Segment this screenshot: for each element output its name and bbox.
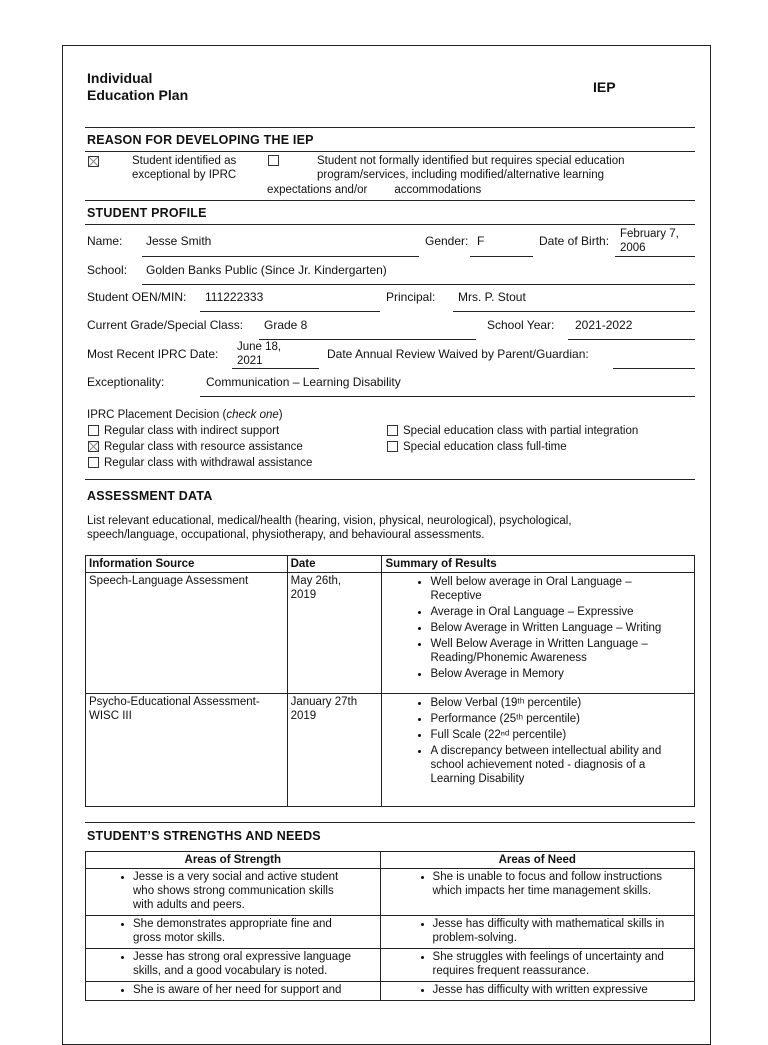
- placement-fulltime-label: Special education class full-time: [403, 441, 567, 453]
- school-year-value[interactable]: 2021-2022: [575, 318, 633, 332]
- date-cell: January 27th 2019: [287, 694, 382, 807]
- need-cell: [380, 869, 694, 916]
- exceptionality-value[interactable]: Communication – Learning Disability: [206, 375, 401, 389]
- reason-option1-checkbox[interactable]: [88, 156, 99, 167]
- source-cell: Speech-Language Assessment: [86, 573, 288, 694]
- list-item: • Average in Oral Language – Expressive: [430, 605, 691, 619]
- list-item: • Well below average in Oral Language – Receptive: [430, 575, 691, 603]
- dob-label: Date of Birth:: [539, 234, 610, 248]
- table-row: [86, 573, 695, 694]
- assessment-table: [85, 555, 695, 807]
- document-title: Individual Education Plan: [87, 70, 189, 103]
- divider: [85, 822, 695, 823]
- placement-withdrawal-checkbox[interactable]: [88, 457, 99, 468]
- school-underline: [142, 284, 695, 285]
- grade-value[interactable]: Grade 8: [264, 318, 308, 332]
- placement-indirect-checkbox[interactable]: [88, 425, 99, 436]
- strengths-needs-heading: STUDENT’S STRENGTHS AND NEEDS: [87, 829, 321, 843]
- list-item: • She demonstrates appropriate fine and gross motor skills.: [133, 917, 377, 945]
- column-header: Areas of Need: [380, 852, 694, 869]
- dob-underline: [615, 256, 695, 257]
- list-item: • Jesse has strong oral expressive language skills, and a good vocabulary is noted.: [133, 950, 377, 978]
- table-header-row: [86, 556, 695, 573]
- placement-partial-checkbox[interactable]: [387, 425, 398, 436]
- list-item: • Below Average in Memory: [430, 667, 691, 681]
- column-header: Areas of Strength: [86, 852, 381, 869]
- dob-value[interactable]: February 7, 2006: [620, 228, 679, 254]
- reason-option2-line3: expectations and/or accommodations: [267, 184, 482, 196]
- name-underline: [142, 256, 419, 257]
- list-item: • A discrepancy between intellectual ability and school achievement noted - diagnosis of a Learning Disability: [430, 744, 691, 786]
- exceptionality-underline: [200, 396, 695, 397]
- table-header-row: [86, 852, 695, 869]
- date-cell: May 26th, 2019: [287, 573, 382, 694]
- divider: [85, 151, 695, 152]
- strength-cell: [86, 982, 381, 1001]
- principal-label: Principal:: [386, 290, 436, 304]
- iep-label: IEP: [593, 79, 616, 95]
- table-row: [86, 982, 695, 1001]
- school-value[interactable]: Golden Banks Public (Since Jr. Kindergarten): [146, 263, 387, 277]
- list-item: • She struggles with feelings of uncertainty and requires frequent reassurance.: [433, 950, 691, 978]
- source-cell: Psycho-Educational Assessment- WISC III: [86, 694, 288, 807]
- list-item: • She is unable to focus and follow instructions which impacts her time management skills.: [433, 870, 691, 898]
- list-item: • Well Below Average in Written Language – Reading/Phonemic Awareness: [430, 637, 691, 665]
- need-cell: [380, 949, 694, 982]
- placement-heading: IPRC Placement Decision (check one): [87, 409, 283, 421]
- gender-value[interactable]: F: [477, 234, 485, 248]
- strength-cell: [86, 869, 381, 916]
- oen-underline: [200, 311, 380, 312]
- exceptionality-label: Exceptionality:: [87, 375, 165, 389]
- list-item: • Jesse has difficulty with mathematical skills in problem-solving.: [433, 917, 691, 945]
- reason-option2-checkbox[interactable]: [268, 155, 279, 166]
- strengths-needs-table: [85, 851, 695, 1001]
- reason-option1-label: Student identified as exceptional by IPRC: [132, 155, 237, 181]
- table-row: [86, 869, 695, 916]
- reason-heading: REASON FOR DEVELOPING THE IEP: [87, 133, 314, 147]
- placement-fulltime-checkbox[interactable]: [387, 441, 398, 452]
- divider: [85, 200, 695, 201]
- list-item: • Full Scale (22ⁿᵈ percentile): [430, 728, 691, 742]
- assessment-heading: ASSESSMENT DATA: [87, 489, 213, 503]
- waived-underline: [613, 368, 695, 369]
- profile-heading: STUDENT PROFILE: [87, 206, 207, 220]
- table-row: [86, 694, 695, 807]
- gender-label: Gender:: [425, 234, 469, 248]
- principal-value[interactable]: Mrs. P. Stout: [458, 290, 526, 304]
- oen-value[interactable]: 111222333: [205, 290, 264, 304]
- reason-option2-label: Student not formally identified but requires special education program/services, including modified/alternative learning: [317, 155, 625, 181]
- list-item: • Below Verbal (19ᵗʰ percentile): [430, 696, 691, 710]
- school-year-underline: [568, 339, 695, 340]
- iprc-date-value[interactable]: June 18, 2021: [237, 341, 282, 367]
- placement-resource-checkbox[interactable]: [88, 441, 99, 452]
- list-item: • She is aware of her need for support and: [133, 983, 377, 997]
- column-header: Date: [287, 556, 382, 573]
- results-cell: [382, 573, 695, 694]
- list-item: • Jesse has difficulty with written expressive: [433, 983, 691, 997]
- results-cell: [382, 694, 695, 807]
- school-label: School:: [87, 263, 128, 277]
- oen-label: Student OEN/MIN:: [87, 290, 187, 304]
- placement-partial-label: Special education class with partial integration: [403, 425, 639, 437]
- column-header: Information Source: [86, 556, 288, 573]
- assessment-intro: List relevant educational, medical/health (hearing, vision, physical, neurological), psychological, speech/language, occupational, physiotherapy, and behavioural assessments.: [87, 515, 572, 541]
- column-header: Summary of Results: [382, 556, 695, 573]
- strength-cell: [86, 949, 381, 982]
- iprc-date-underline: [232, 368, 319, 369]
- placement-indirect-label: Regular class with indirect support: [104, 425, 280, 437]
- need-cell: [380, 982, 694, 1001]
- grade-underline: [259, 339, 476, 340]
- divider: [85, 127, 695, 128]
- placement-resource-label: Regular class with resource assistance: [104, 441, 303, 453]
- name-value[interactable]: Jesse Smith: [146, 234, 212, 248]
- waived-label: Date Annual Review Waived by Parent/Guardian:: [327, 347, 589, 361]
- school-year-label: School Year:: [487, 318, 555, 332]
- name-label: Name:: [87, 234, 123, 248]
- divider: [85, 479, 695, 480]
- list-item: • Performance (25ᵗʰ percentile): [430, 712, 691, 726]
- list-item: • Jesse is a very social and active student who shows strong communication skills with adults and peers.: [133, 870, 377, 912]
- list-item: • Below Average in Written Language – Writing: [430, 621, 691, 635]
- placement-withdrawal-label: Regular class with withdrawal assistance: [104, 457, 313, 469]
- need-cell: [380, 916, 694, 949]
- table-row: [86, 916, 695, 949]
- gender-underline: [470, 256, 533, 257]
- iprc-date-label: Most Recent IPRC Date:: [87, 347, 219, 361]
- principal-underline: [453, 311, 695, 312]
- divider: [85, 224, 695, 225]
- strength-cell: [86, 916, 381, 949]
- grade-label: Current Grade/Special Class:: [87, 318, 244, 332]
- table-row: [86, 949, 695, 982]
